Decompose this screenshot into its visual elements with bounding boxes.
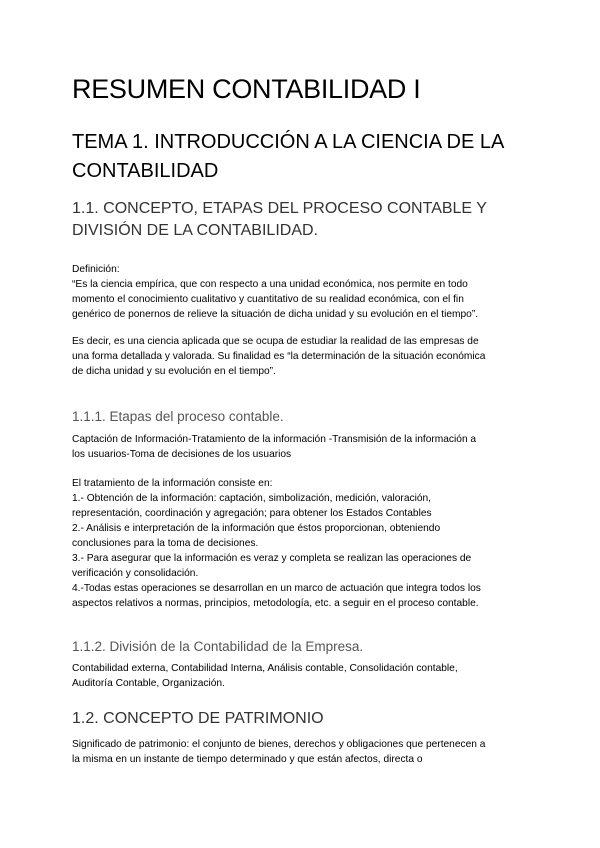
document-title: RESUMEN CONTABILIDAD I [72,74,421,104]
treatment-line: 4.-Todas estas operaciones se desarrollan en un marco de actuación que integra todos los [72,583,481,594]
section-1-1-1-heading: 1.1.1. Etapas del proceso contable. [72,409,284,424]
stages-line: Captación de Información-Tratamiento de la información -Transmisión de la información a [72,434,477,445]
explanation-paragraph [72,334,538,379]
treatment-line: 1.- Obtención de la información: captación, simbolización, medición, valoración, [72,493,432,504]
patrimonio-paragraph [72,737,538,767]
patrimonio-line: Significado de patrimonio: el conjunto de bienes, derechos y obligaciones que pertenecen a [72,739,486,750]
treatment-paragraph [72,476,538,611]
definition-line: genérico de ponernos de relieve la situación de dicha unidad y su evolución en el tiempo”. [72,309,479,320]
patrimonio-line: la misma en un instante de tiempo determinado y que están afectos, directa o [72,754,423,765]
stages-line: los usuarios-Toma de decisiones de los usuarios [72,449,292,460]
division-line: Contabilidad externa, Contabilidad Interna, Análisis contable, Consolidación contable, [72,663,458,674]
explanation-line: Es decir, es una ciencia aplicada que se ocupa de estudiar la realidad de las empresas de [72,336,479,347]
definition-line: momento el conocimiento cualitativo y cuantitativo de su realidad económica, con el fin [72,294,464,305]
definition-line: “Es la ciencia empírica, que con respecto a una unidad económica, nos permite en todo [72,279,468,290]
treatment-line: representación, coordinación y agregación; para obtener los Estados Contables [72,508,432,519]
division-line: Auditoría Contable, Organización. [72,678,225,689]
division-paragraph [72,661,538,691]
section-1-2-heading: 1.2. CONCEPTO DE PATRIMONIO [72,710,324,727]
treatment-line: verificación y consolidación. [72,568,199,579]
treatment-line: conclusiones para la toma de decisiones. [72,538,259,549]
treatment-line: aspectos relativos a normas, principios, metodología, etc. a seguir en el proceso contable. [72,598,479,609]
explanation-line: una forma detallada y valorada. Su finalidad es “la determinación de la situación económica [72,351,486,362]
treatment-line: 3.- Para asegurar que la información es veraz y completa se realizan las operaciones de [72,553,472,564]
definition-label: Definición: [72,264,120,275]
treatment-line: El tratamiento de la información consiste en: [72,478,273,489]
tema-heading: TEMA 1. INTRODUCCIÓN A LA CIENCIA DE LA CONTABILIDAD [72,131,504,182]
treatment-line: 2.- Análisis e interpretación de la información que éstos proporcionan, obteniendo [72,523,441,534]
section-1-1-heading: 1.1. CONCEPTO, ETAPAS DEL PROCESO CONTABLE Y DIVISIÓN DE LA CONTABILIDAD. [72,200,487,239]
explanation-line: de dicha unidad y su evolución en el tiempo”. [72,366,276,377]
stages-paragraph [72,432,538,462]
definition-block [72,262,538,322]
section-1-1-2-heading: 1.1.2. División de la Contabilidad de la Empresa. [72,639,364,654]
